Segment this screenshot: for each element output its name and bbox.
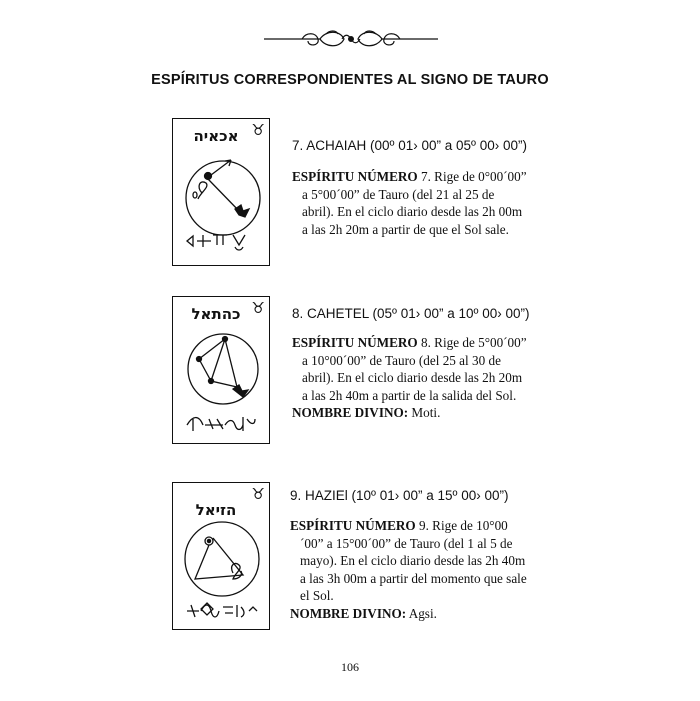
entry-body bbox=[290, 517, 529, 623]
divine-name-value: Moti. bbox=[408, 405, 441, 421]
entry-title: 8. CAHETEL (05º 01› 00” a 10º 00› 00”) bbox=[292, 306, 530, 321]
divine-name-label: NOMBRE DIVINO: bbox=[290, 605, 407, 621]
taurus-sign-icon: ♉ bbox=[251, 485, 265, 503]
page-number: 106 bbox=[341, 660, 359, 674]
seal-card-cahetel bbox=[172, 296, 270, 444]
description-text: 7. Rige de 0°00´00” a 5°00´00” de Tauro (del 21 al 25 de abril). En el ciclo diario desde las 2h 00m a las 2h 20m a partir de que el Sol sale. bbox=[302, 169, 527, 237]
taurus-sign-icon: ♉ bbox=[251, 299, 265, 317]
hebrew-name: הזיאל bbox=[195, 501, 237, 519]
entry-title: 7. ACHAIAH (00º 01› 00” a 05º 00› 00”) bbox=[292, 138, 527, 153]
description-label: ESPÍRITU NÚMERO bbox=[290, 518, 416, 533]
hebrew-name: כהתאל bbox=[191, 305, 241, 323]
hebrew-name: אכאיה bbox=[193, 127, 239, 145]
entry-description bbox=[292, 334, 529, 404]
divine-name-label: NOMBRE DIVINO: bbox=[292, 405, 409, 421]
description-label: ESPÍRITU NÚMERO bbox=[292, 169, 418, 184]
header-ornament bbox=[262, 28, 440, 50]
entry-title: 9. HAZIEl (10º 01› 00” a 15º 00› 00”) bbox=[290, 488, 509, 503]
entry-body bbox=[292, 334, 529, 422]
entry-description bbox=[292, 168, 529, 238]
divine-name bbox=[292, 404, 529, 422]
entry-body bbox=[292, 168, 529, 238]
description-label: ESPÍRITU NÚMERO bbox=[292, 335, 418, 350]
entry-description bbox=[290, 517, 529, 605]
description-text: 9. Rige de 10°00´00” a 15°00´00” de Tauro (del 1 al 5 de mayo). En el ciclo diario desde las 2h 40m a las 3h 00m a partir del momento que sale el Sol. bbox=[300, 518, 527, 604]
divine-name bbox=[290, 605, 529, 623]
seal-card-achaiah bbox=[172, 118, 270, 266]
seal-drawing bbox=[173, 483, 271, 631]
seal-card-haziel bbox=[172, 482, 270, 630]
seal-drawing bbox=[173, 297, 271, 445]
description-text: 8. Rige de 5°00´00” a 10°00´00” de Tauro (del 25 al 30 de abril). En el ciclo diario desde las 2h 20m a las 2h 40m a partir de la salida del Sol. bbox=[302, 335, 527, 403]
seal-drawing bbox=[173, 119, 271, 267]
divine-name-value: Agsi. bbox=[406, 605, 437, 621]
page-title: ESPÍRITUS CORRESPONDIENTES AL SIGNO DE TAURO bbox=[151, 72, 549, 88]
taurus-sign-icon: ♉ bbox=[251, 121, 265, 139]
